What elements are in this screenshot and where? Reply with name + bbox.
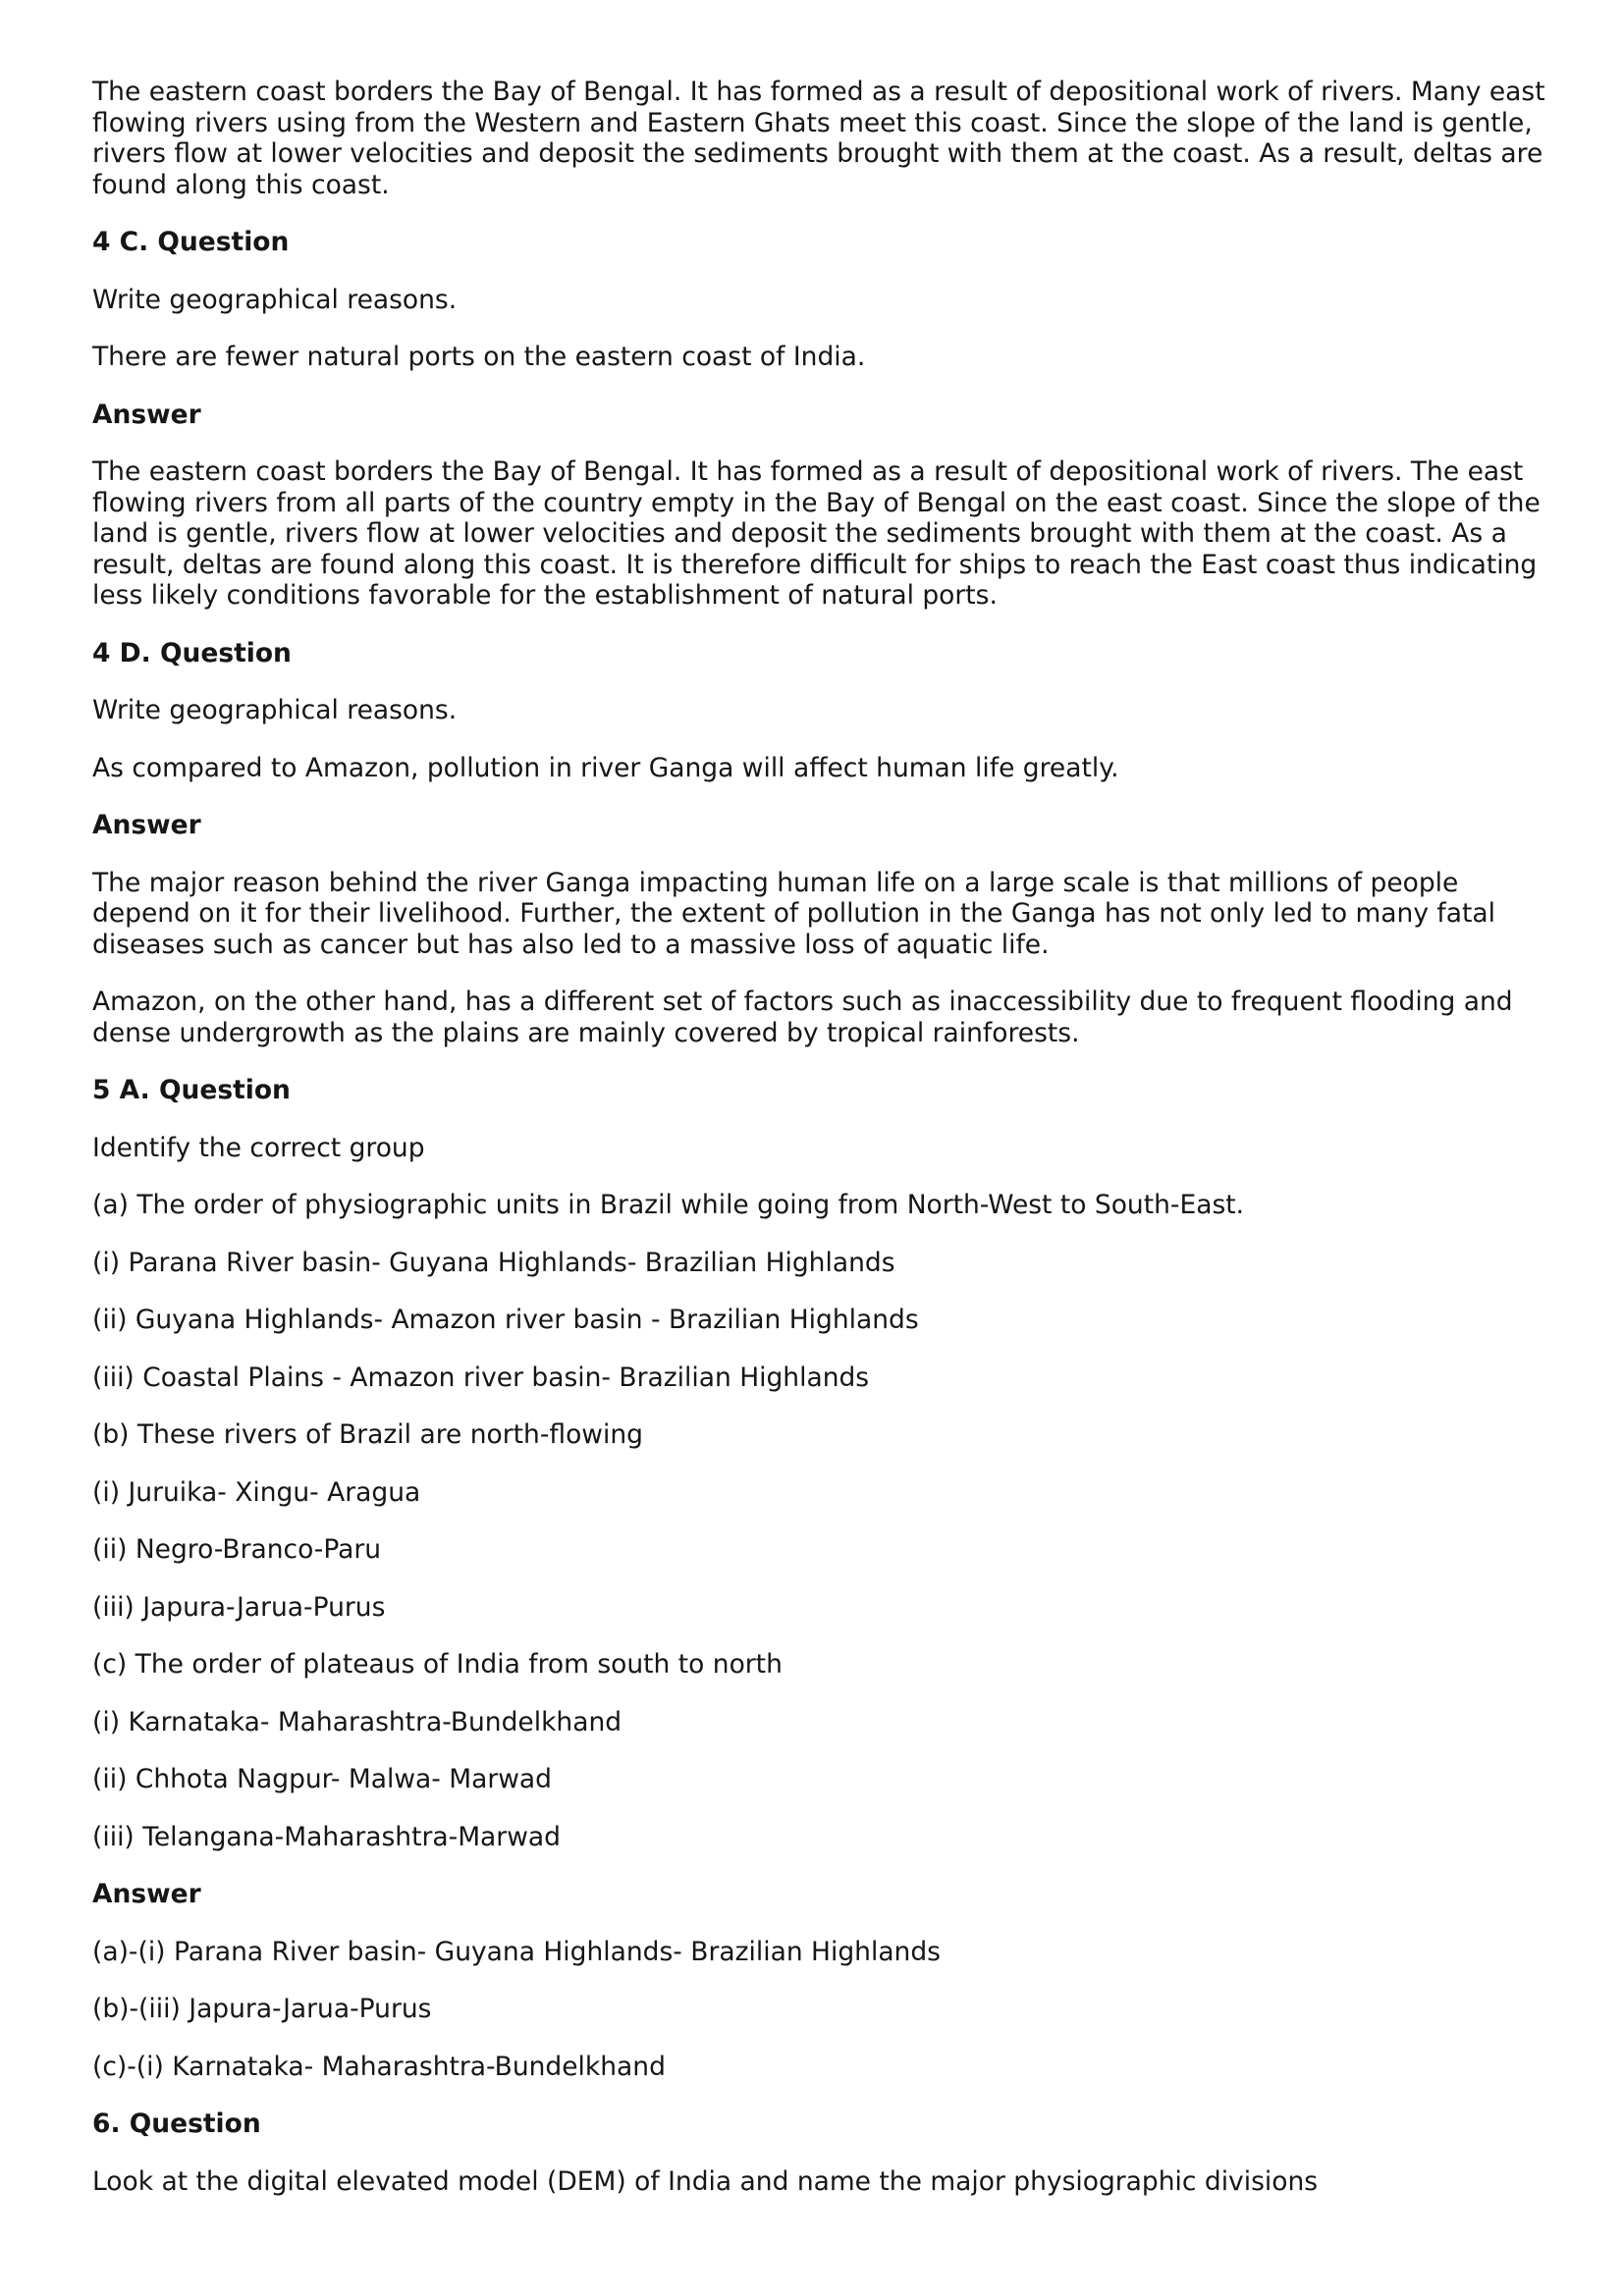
sub-question: (b) These rivers of Brazil are north-flowing [92, 1419, 643, 1450]
answer-item: (c)-(i) Karnataka- Maharashtra-Bundelkhand [92, 2051, 666, 2082]
option-item: (i) Juruika- Xingu- Aragua [92, 1476, 421, 1508]
question-heading: 4 D. Question [92, 637, 292, 668]
answer-text: Amazon, on the other hand, has a different set of factors such as inaccessibility due to frequent flooding and dense undergrowth as the plains are mainly covered by tropical rainforests. [92, 987, 1513, 1048]
document-page [92, 77, 1555, 2223]
answer-text: The major reason behind the river Ganga impacting human life on a large scale is that millions of people depend on it for their livelihood. Further, the extent of pollution in the Ganga has not only led to many fatal diseases such as cancer but has also led to a massive loss of aquatic life. [92, 867, 1495, 960]
answer-item: (b)-(iii) Japura-Jarua-Purus [92, 1994, 432, 2024]
question-heading: 5 A. Question [92, 1075, 291, 1105]
option-item: (iii) Japura-Jarua-Purus [92, 1591, 386, 1623]
option-item: (i) Karnataka- Maharashtra-Bundelkhand [92, 1706, 622, 1737]
option-item: (ii) Guyana Highlands- Amazon river basin - Brazilian Highlands [92, 1305, 919, 1335]
question-heading: 6. Question [92, 2109, 261, 2139]
question-instruction: Write geographical reasons. [92, 284, 458, 315]
answer-item: (a)-(i) Parana River basin- Guyana Highlands- Brazilian Highlands [92, 1936, 941, 1967]
paragraph: The eastern coast borders the Bay of Bengal. It has formed as a result of depositional work of rivers. Many east flowing rivers using from the Western and Eastern Ghats meet this coast. Since the slope of the land is gentle, rivers flow at lower velocities and deposit the sediments brought with them at the coast. As a result, deltas are found along this coast. [92, 77, 1545, 200]
answer-heading: Answer [92, 399, 201, 430]
answer-text: The eastern coast borders the Bay of Bengal. It has formed as a result of depositional work of rivers. The east flowing rivers from all parts of the country empty in the Bay of Bengal on the east coast. Since the slope of the land is gentle, rivers flow at lower velocities and deposit the sediments brought with them at the coast. As a result, deltas are found along this coast. It is therefore difficult for ships to reach the East coast thus indicating less likely conditions favorable for the establishment of natural ports. [92, 456, 1541, 611]
question-heading: 4 C. Question [92, 227, 290, 257]
option-item: (ii) Negro-Branco-Paru [92, 1534, 382, 1565]
question-instruction: Write geographical reasons. [92, 695, 458, 725]
question-text: Look at the digital elevated model (DEM) of India and name the major physiographic divisions [92, 2165, 1319, 2197]
answer-heading: Answer [92, 810, 201, 840]
option-item: (iii) Telangana-Maharashtra-Marwad [92, 1821, 561, 1852]
option-item: (ii) Chhota Nagpur- Malwa- Marwad [92, 1764, 552, 1794]
answer-heading: Answer [92, 1879, 201, 1909]
option-item: (iii) Coastal Plains - Amazon river basin- Brazilian Highlands [92, 1362, 870, 1393]
option-item: (i) Parana River basin- Guyana Highlands- Brazilian Highlands [92, 1247, 895, 1278]
sub-question: (c) The order of plateaus of India from south to north [92, 1649, 783, 1680]
question-text: As compared to Amazon, pollution in river Ganga will affect human life greatly. [92, 752, 1119, 783]
question-instruction: Identify the correct group [92, 1132, 425, 1163]
sub-question: (a) The order of physiographic units in Brazil while going from North-West to South-East. [92, 1190, 1245, 1220]
question-text: There are fewer natural ports on the eastern coast of India. [92, 342, 866, 372]
